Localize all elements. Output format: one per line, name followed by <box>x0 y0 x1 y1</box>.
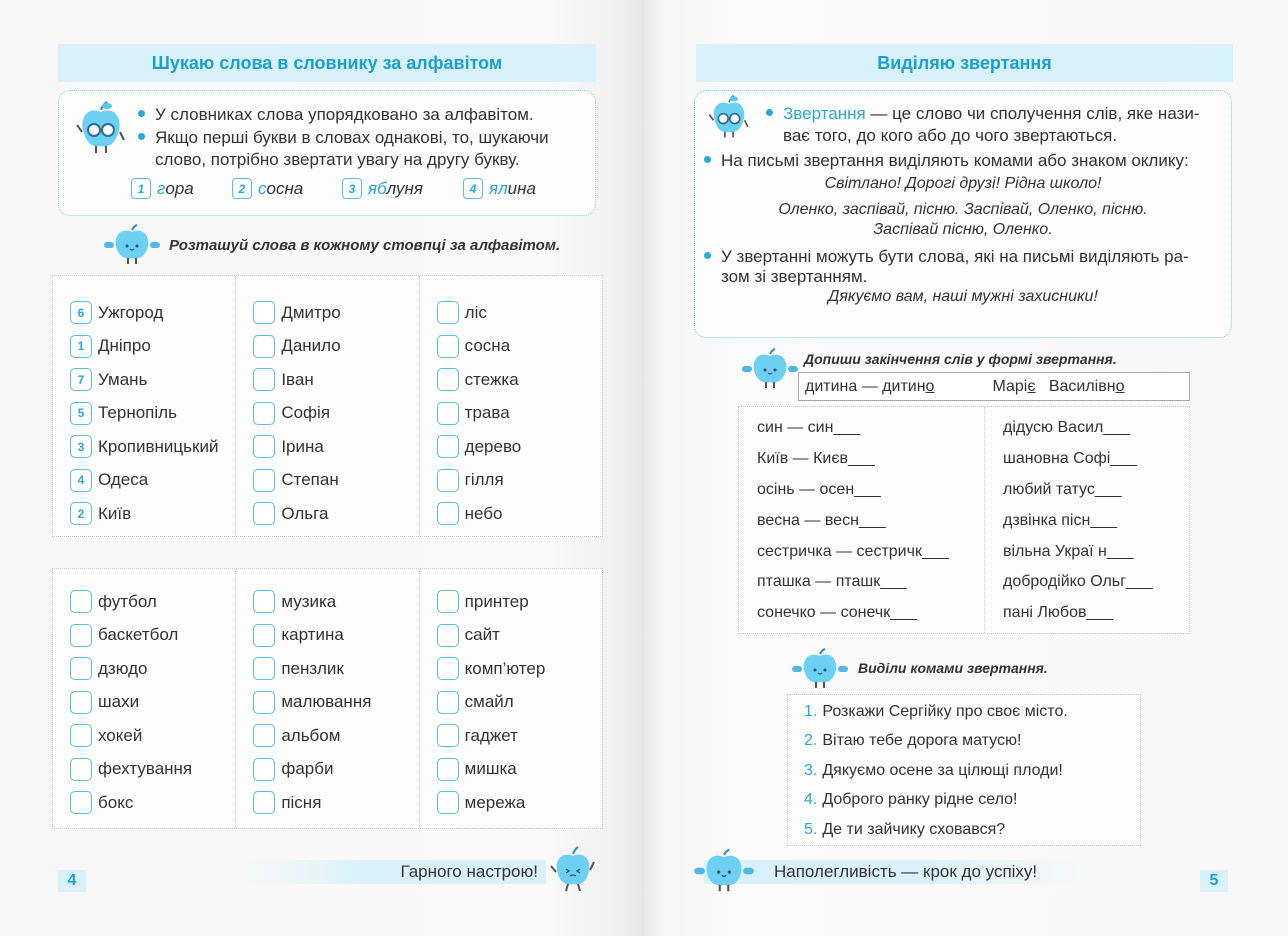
order-box[interactable] <box>253 791 275 814</box>
word-row: бокс <box>70 786 235 820</box>
endings-column-left <box>739 407 985 633</box>
rule-bullet-extra-words-cont: зом зі звертанням. <box>721 267 868 286</box>
example-word-1: 1 г ора <box>131 178 194 199</box>
order-box[interactable] <box>70 758 92 781</box>
example-word-2: 2 с осна <box>232 178 303 199</box>
word-row: сайт <box>437 619 602 653</box>
word-row: смайл <box>437 686 602 720</box>
ending-item[interactable]: сестричка — сестричк___ <box>757 542 949 560</box>
order-box[interactable] <box>437 335 459 358</box>
apple-glasses-mascot-icon <box>74 100 128 156</box>
sentences-box <box>787 694 1141 846</box>
sort-grid-2 <box>52 568 603 829</box>
apple-glasses-mascot-icon <box>704 94 754 140</box>
order-box[interactable]: 7 <box>70 368 92 391</box>
order-box[interactable]: 4 <box>70 469 92 492</box>
ending-item[interactable]: син — син___ <box>757 419 861 437</box>
word-row: гаджет <box>437 719 602 753</box>
ending-item[interactable]: шановна Софі___ <box>1003 450 1138 468</box>
sentence-item[interactable]: 1. Розкажи Сергійку про своє місто. <box>804 702 1068 720</box>
ending-item[interactable]: осінь — осен___ <box>757 480 881 498</box>
ending-item[interactable]: Київ — Києв___ <box>757 450 875 468</box>
right-page-title: Виділяю звертання <box>696 44 1233 82</box>
sort-column-2 <box>236 276 419 536</box>
order-box[interactable] <box>253 724 275 747</box>
ending-item[interactable]: добродійко Ольг___ <box>1003 573 1153 591</box>
order-box[interactable] <box>437 402 459 425</box>
order-box[interactable] <box>70 624 92 647</box>
rule-bullet-1: У словниках слова упорядковано за алфавітом. <box>138 104 534 126</box>
order-box[interactable] <box>253 624 275 647</box>
word-row: сосна <box>437 330 602 364</box>
word-row: 1 Дніпро <box>70 330 235 364</box>
bullet-dot-icon <box>138 110 145 117</box>
word-row: небо <box>437 497 602 531</box>
word-row: Ірина <box>253 430 418 464</box>
word-row: хокей <box>70 719 235 753</box>
task-title-endings: Допиши закінчення слів у формі звертання. <box>804 351 1117 367</box>
sort-column-4 <box>53 569 236 828</box>
rule-bullet-punctuation: На письмі звертання виділяють комами або знаком оклику: <box>704 150 1189 172</box>
order-box[interactable] <box>437 624 459 647</box>
order-box[interactable] <box>253 691 275 714</box>
order-box[interactable]: 2 <box>70 502 92 525</box>
order-box[interactable]: 6 <box>70 301 92 324</box>
word-row: Іван <box>253 363 418 397</box>
word-row: Ольга <box>253 497 418 531</box>
ending-item[interactable]: вільна Украї н___ <box>1003 542 1134 560</box>
sort-column-1 <box>53 276 236 536</box>
word-row: музика <box>253 585 418 619</box>
ending-item[interactable]: любий татус___ <box>1003 480 1122 498</box>
footer-motto-right: Наполегливість — крок до успіху! <box>704 860 1084 884</box>
word-row: Софія <box>253 397 418 431</box>
word-row: Данило <box>253 330 418 364</box>
word-row: картина <box>253 619 418 653</box>
order-box[interactable] <box>437 758 459 781</box>
word-row: пензлик <box>253 652 418 686</box>
word-row: дерево <box>437 430 602 464</box>
word-row: альбом <box>253 719 418 753</box>
endings-example-box <box>798 372 1190 401</box>
order-box[interactable] <box>437 691 459 714</box>
word-row: 3 Кропивницький <box>70 430 235 464</box>
order-box[interactable]: 1 <box>70 335 92 358</box>
sentence-item[interactable]: 4. Доброго ранку рідне село! <box>804 791 1018 809</box>
sentence-item[interactable]: 5. Де ти зайчику сховався? <box>804 820 1006 838</box>
order-box[interactable] <box>253 758 275 781</box>
sort-column-3 <box>420 276 602 536</box>
apple-dumbbell-mascot-icon <box>102 224 162 266</box>
order-box[interactable] <box>253 502 275 525</box>
order-box[interactable] <box>437 301 459 324</box>
word-row: малювання <box>253 686 418 720</box>
order-box[interactable]: 3 <box>70 435 92 458</box>
word-row: комп’ютер <box>437 652 602 686</box>
word-row: Степан <box>253 464 418 498</box>
bullet-dot-icon <box>704 252 711 259</box>
ending-item[interactable]: дзвінка пісн___ <box>1003 511 1118 529</box>
word-row: фехтування <box>70 753 235 787</box>
word-row: 5 Тернопіль <box>70 397 235 431</box>
order-box[interactable] <box>70 724 92 747</box>
rule-bullet-address-def: Звертання — це слово чи сполучення слів, яке нази- <box>766 103 1200 125</box>
order-box[interactable] <box>437 435 459 458</box>
word-row: пісня <box>253 786 418 820</box>
page-number-right: 5 <box>1200 870 1228 892</box>
order-box[interactable] <box>253 402 275 425</box>
sentence-item[interactable]: 3. Дякуємо осене за цілющі плоди! <box>804 761 1063 779</box>
sentence-item[interactable]: 2. Вітаю тебе дорога матусю! <box>804 732 1022 750</box>
ending-item[interactable]: пташка — пташк___ <box>757 573 907 591</box>
rule-bullet-2-cont: слово, потрібно звертати увагу на другу букву. <box>155 150 520 169</box>
word-row: шахи <box>70 686 235 720</box>
example-b: Маріє Василівно <box>992 377 1125 395</box>
example-line-4: Дякуємо вам, наші мужні захисники! <box>828 288 1098 305</box>
example-a: дитина — дитино <box>805 377 935 395</box>
sort-grid-1 <box>52 275 603 537</box>
apple-happy-mascot-icon <box>548 846 598 894</box>
sort-column-6 <box>420 569 602 828</box>
sort-column-5 <box>236 569 419 828</box>
endings-grid <box>738 406 1190 634</box>
ending-item[interactable]: дідусю Васил___ <box>1003 419 1131 437</box>
example-line-3: Заспівай пісню, Оленко. <box>873 221 1053 238</box>
order-box[interactable] <box>437 590 459 613</box>
order-box[interactable] <box>437 724 459 747</box>
word-row: Дмитро <box>253 296 418 330</box>
ending-item[interactable]: сонечко — сонечк___ <box>757 604 917 622</box>
order-box[interactable] <box>437 657 459 680</box>
left-page-title: Шукаю слова в словнику за алфавітом <box>58 44 596 82</box>
example-line-2: Оленко, заспівай, пісню. Заспівай, Оленко, пісню. <box>778 201 1148 218</box>
order-box[interactable] <box>253 590 275 613</box>
ending-item[interactable]: пані Любов___ <box>1003 604 1114 622</box>
apple-dumbbell-mascot-icon <box>740 348 800 390</box>
order-box[interactable] <box>253 435 275 458</box>
word-row: 4 Одеса <box>70 464 235 498</box>
rule-bullet-extra-words: У звертанні можуть бути слова, які на письмі виділяють ра- <box>704 246 1189 268</box>
word-row: футбол <box>70 585 235 619</box>
word-row: 7 Умань <box>70 363 235 397</box>
word-row: 2 Київ <box>70 497 235 531</box>
apple-dumbbell-mascot-icon <box>790 648 850 690</box>
order-box[interactable] <box>437 469 459 492</box>
order-box[interactable] <box>253 657 275 680</box>
order-box[interactable] <box>70 657 92 680</box>
bullet-dot-icon <box>766 109 773 116</box>
example-word-3: 3 яб луня <box>342 178 423 199</box>
order-box[interactable] <box>70 691 92 714</box>
word-row: стежка <box>437 363 602 397</box>
word-row: трава <box>437 397 602 431</box>
task-title-commas: Виділи комами звертання. <box>858 660 1048 676</box>
example-line-1: Світлано! Дорогі друзі! Рідна школо! <box>824 175 1102 192</box>
rule-bullet-2: Якщо перші букви в словах однакові, то, шукаючи <box>138 127 590 149</box>
word-row: фарби <box>253 753 418 787</box>
example-word-4: 4 ял ина <box>463 178 536 199</box>
bullet-dot-icon <box>704 156 711 163</box>
word-row: мережа <box>437 786 602 820</box>
word-row: гілля <box>437 464 602 498</box>
order-box[interactable] <box>437 791 459 814</box>
order-box[interactable]: 5 <box>70 402 92 425</box>
word-row: мишка <box>437 753 602 787</box>
apple-dumbbell-mascot-icon <box>692 848 756 894</box>
order-box[interactable] <box>253 301 275 324</box>
order-box[interactable] <box>253 469 275 492</box>
page-number-left: 4 <box>58 870 86 892</box>
bullet-dot-icon <box>138 133 145 140</box>
rule-bullet-address-def-cont: ває того, до кого або до чого звертаються. <box>783 126 1118 145</box>
order-box[interactable] <box>253 335 275 358</box>
word-row: ліс <box>437 296 602 330</box>
right-page <box>644 0 1288 936</box>
footer-motto-left: Гарного настрою! <box>240 860 546 884</box>
word-row: баскетбол <box>70 619 235 653</box>
order-box[interactable] <box>437 368 459 391</box>
word-row: дзюдо <box>70 652 235 686</box>
word-row: принтер <box>437 585 602 619</box>
order-box[interactable] <box>70 791 92 814</box>
order-box[interactable] <box>253 368 275 391</box>
order-box[interactable] <box>70 590 92 613</box>
task-title-sort: Розташуй слова в кожному стовпці за алфавітом. <box>169 237 561 254</box>
word-row: 6 Ужгород <box>70 296 235 330</box>
endings-column-right <box>985 407 1153 633</box>
order-box[interactable] <box>437 502 459 525</box>
ending-item[interactable]: весна — весн___ <box>757 511 886 529</box>
